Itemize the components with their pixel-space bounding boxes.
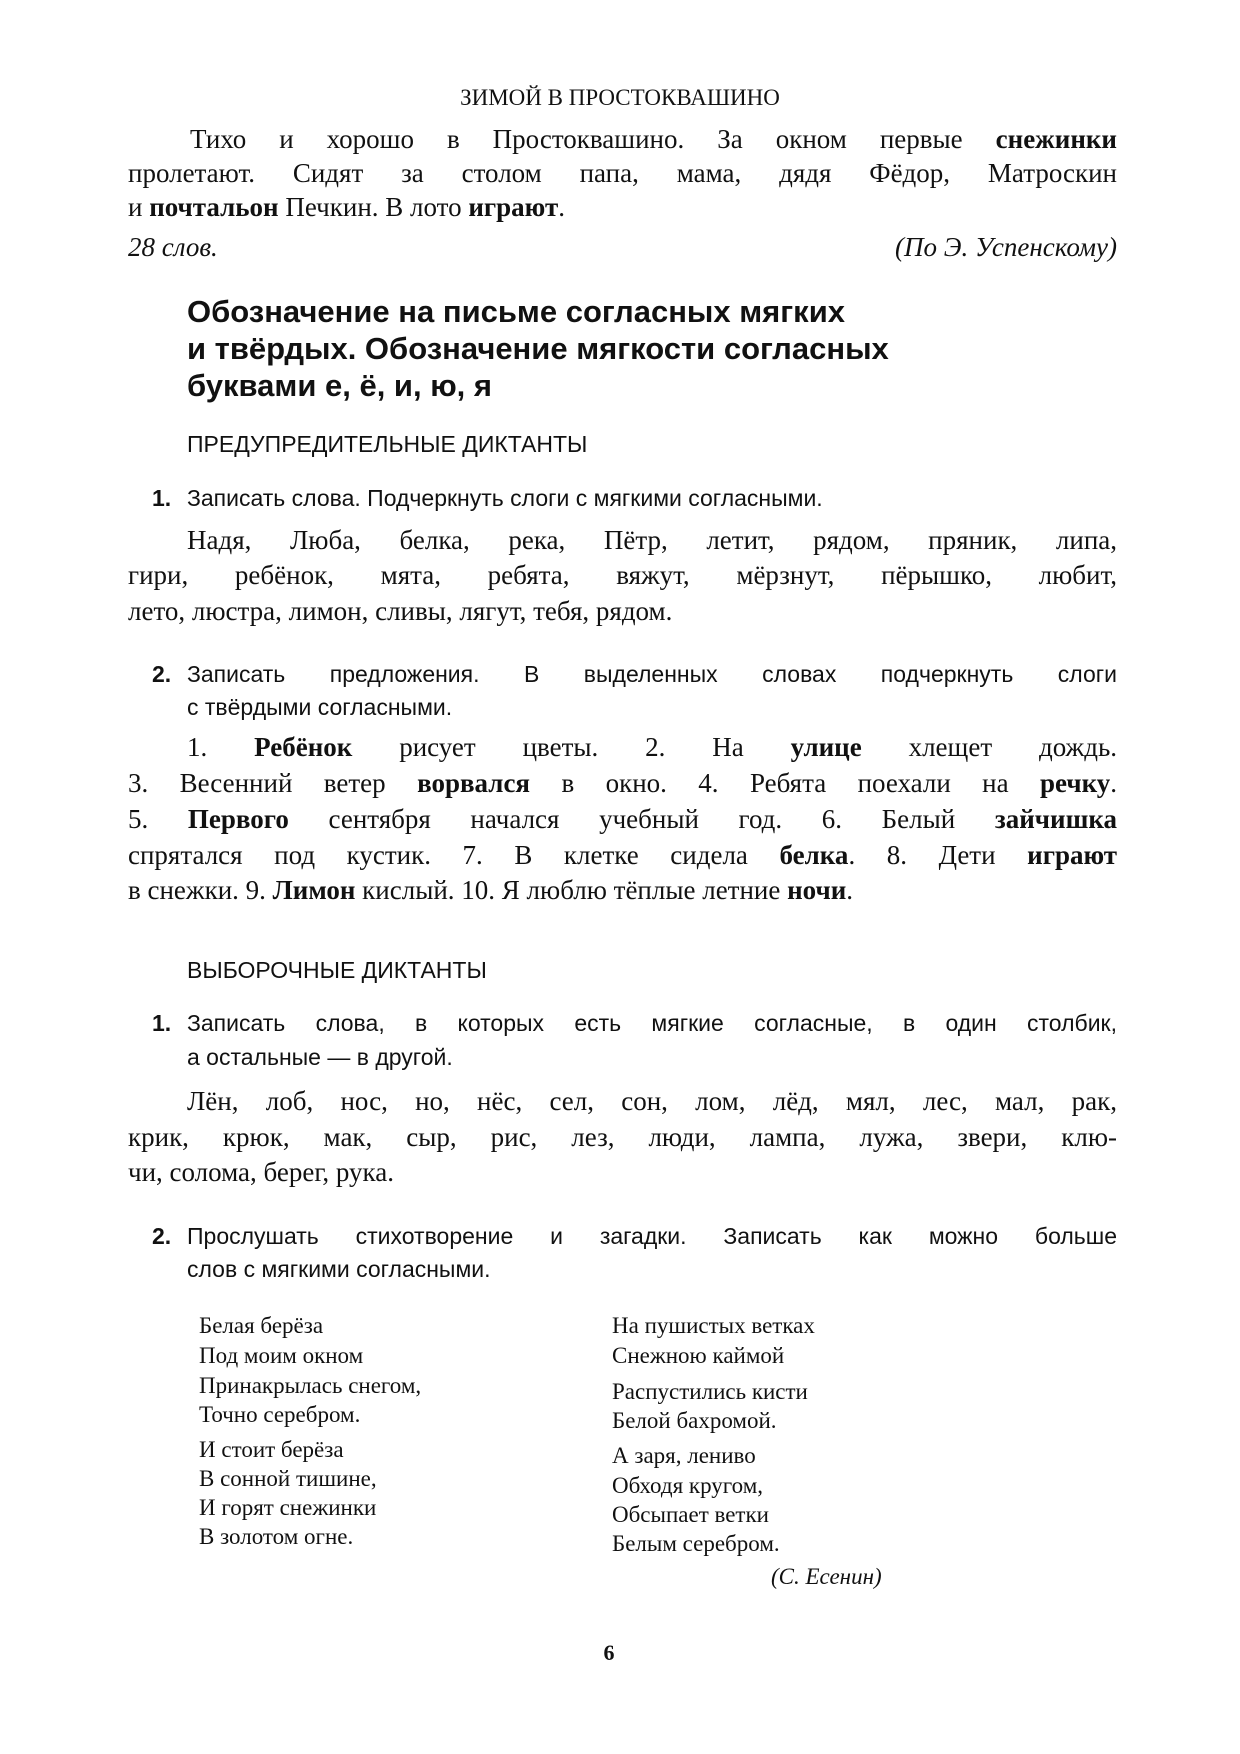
bold-word: улице [790,732,862,762]
text-segment: крик, крюк, мак, сыр, рис, лез, люди, лампа, лужа, звери, клю- [128,1122,1117,1152]
text-line [128,562,1117,589]
text-segment: в окно. 4. Ребята поехали на [530,768,1041,798]
exercise-task: Записать слова. Подчеркнуть слоги с мягкими согласными. [187,485,823,511]
text-line [128,770,1117,797]
text-segment: . [558,192,565,222]
text-segment: хлещет дождь. [861,732,1118,762]
text-line [128,1124,1117,1151]
poem-line: Белой бахромой. [612,1408,777,1433]
poem-line: В сонной тишине, [199,1466,377,1491]
bold-word: Ребёнок [254,732,353,762]
bold-word: зайчишка [994,804,1118,834]
text-segment: Тихо и хорошо в Простоквашино. За окном первые [190,124,996,154]
exercise-number: 2. [152,661,172,687]
text-segment: Лён, лоб, нос, но, нёс, сел, сон, лом, лёд, мял, лес, мал, рак, [187,1086,1117,1116]
text-line [190,126,1117,153]
exercise-number: 2. [152,1223,172,1249]
exercise-task: а остальные — в другой. [187,1044,453,1070]
bold-word: Первого [187,804,289,834]
bold-word: играют [1027,840,1118,870]
text-line [128,1159,394,1186]
text-line [128,160,1117,187]
exercise-number: 1. [152,485,172,511]
poem-line: Обходя кругом, [612,1473,764,1498]
exercise-task: Записать предложения. В выделенных словах подчеркнуть слоги [187,661,1117,687]
poem-line: И горят снежинки [199,1495,377,1520]
text-line [187,527,1117,554]
text-segment: рисует цветы. 2. На [352,732,791,762]
poem-line: Снежною каймой [612,1343,785,1368]
text-segment: 5. [128,804,188,834]
exercise-task: слов с мягкими согласными. [187,1256,491,1282]
text-segment: 3. Весенний ветер [128,768,418,798]
text-segment: Печкин. В лото [278,192,469,222]
bold-word: речку [1040,768,1111,798]
poem-author: (С. Есенин) [771,1564,882,1589]
section-heading-line: и твёрдых. Обозначение мягкости согласных [187,331,889,366]
text-segment: в снежки. 9. [128,875,273,905]
poem-line: Распустились кисти [612,1379,808,1404]
poem-line: Точно серебром. [199,1402,361,1427]
text-line [128,194,565,221]
exercise-task: с твёрдыми согласными. [187,694,453,720]
text-segment: чи, солома, берег, рука. [128,1157,394,1187]
text-segment: лето, люстра, лимон, сливы, лягут, тебя, рядом. [128,596,673,626]
bold-word: играют [468,192,559,222]
poem-line: Принакрылась снегом, [199,1373,422,1398]
section-heading-line: Обозначение на письме согласных мягких [187,294,845,329]
text-line [187,1088,1117,1115]
subsection-title: ВЫБОРОЧНЫЕ ДИКТАНТЫ [187,957,487,983]
section-heading-line: буквами е, ё, и, ю, я [187,368,492,403]
poem-line: А заря, лениво [612,1443,756,1468]
page-number: 6 [603,1640,615,1665]
poem-line: И стоит берёза [199,1437,344,1462]
bold-word: ворвался [417,768,531,798]
text-segment: . 8. Дети [848,840,1028,870]
bold-word: почтальон [149,192,279,222]
text-line [128,598,672,625]
text-line [128,806,1117,833]
text-segment: гири, ребёнок, мята, ребята, вяжут, мёрзнут, пёрышко, любит, [128,560,1117,590]
text-line [187,734,1117,761]
poem-line: Белая берёза [199,1313,324,1338]
poem-line: Белым серебром. [612,1531,780,1556]
poem-line: В золотом огне. [199,1524,354,1549]
exercise-task: Записать слова, в которых есть мягкие согласные, в один столбик, [187,1010,1117,1036]
bold-word: ночи [787,875,847,905]
poem-line: Под моим окном [199,1343,364,1368]
bold-word: снежинки [995,124,1117,154]
exercise-task: Прослушать стихотворение и загадки. Записать как можно больше [187,1223,1117,1249]
poem-line: На пушистых ветках [612,1313,815,1338]
text-line [128,877,853,904]
bold-word: Лимон [272,875,356,905]
text-segment: и [128,192,150,222]
text-segment: сентября начался учебный год. 6. Белый [288,804,995,834]
exercise-number: 1. [152,1010,172,1036]
story-source: (По Э. Успенскому) [895,232,1117,262]
word-count: 28 слов. [128,232,218,262]
subsection-title: ПРЕДУПРЕДИТЕЛЬНЫЕ ДИКТАНТЫ [187,431,588,457]
text-segment: 1. [187,732,255,762]
text-segment: . [1110,768,1117,798]
text-segment: Надя, Люба, белка, река, Пётр, летит, рядом, пряник, липа, [187,525,1117,555]
bold-word: белка [779,840,849,870]
text-segment: пролетают. Сидят за столом папа, мама, дядя Фёдор, Матроскин [128,158,1117,188]
text-line [128,842,1117,869]
text-segment: кислый. 10. Я люблю тёплые летние [355,875,788,905]
story-title: ЗИМОЙ В ПРОСТОКВАШИНО [460,85,780,110]
poem-line: Обсыпает ветки [612,1502,769,1527]
text-segment: спрятался под кустик. 7. В клетке сидела [128,840,780,870]
text-segment: . [846,875,854,905]
